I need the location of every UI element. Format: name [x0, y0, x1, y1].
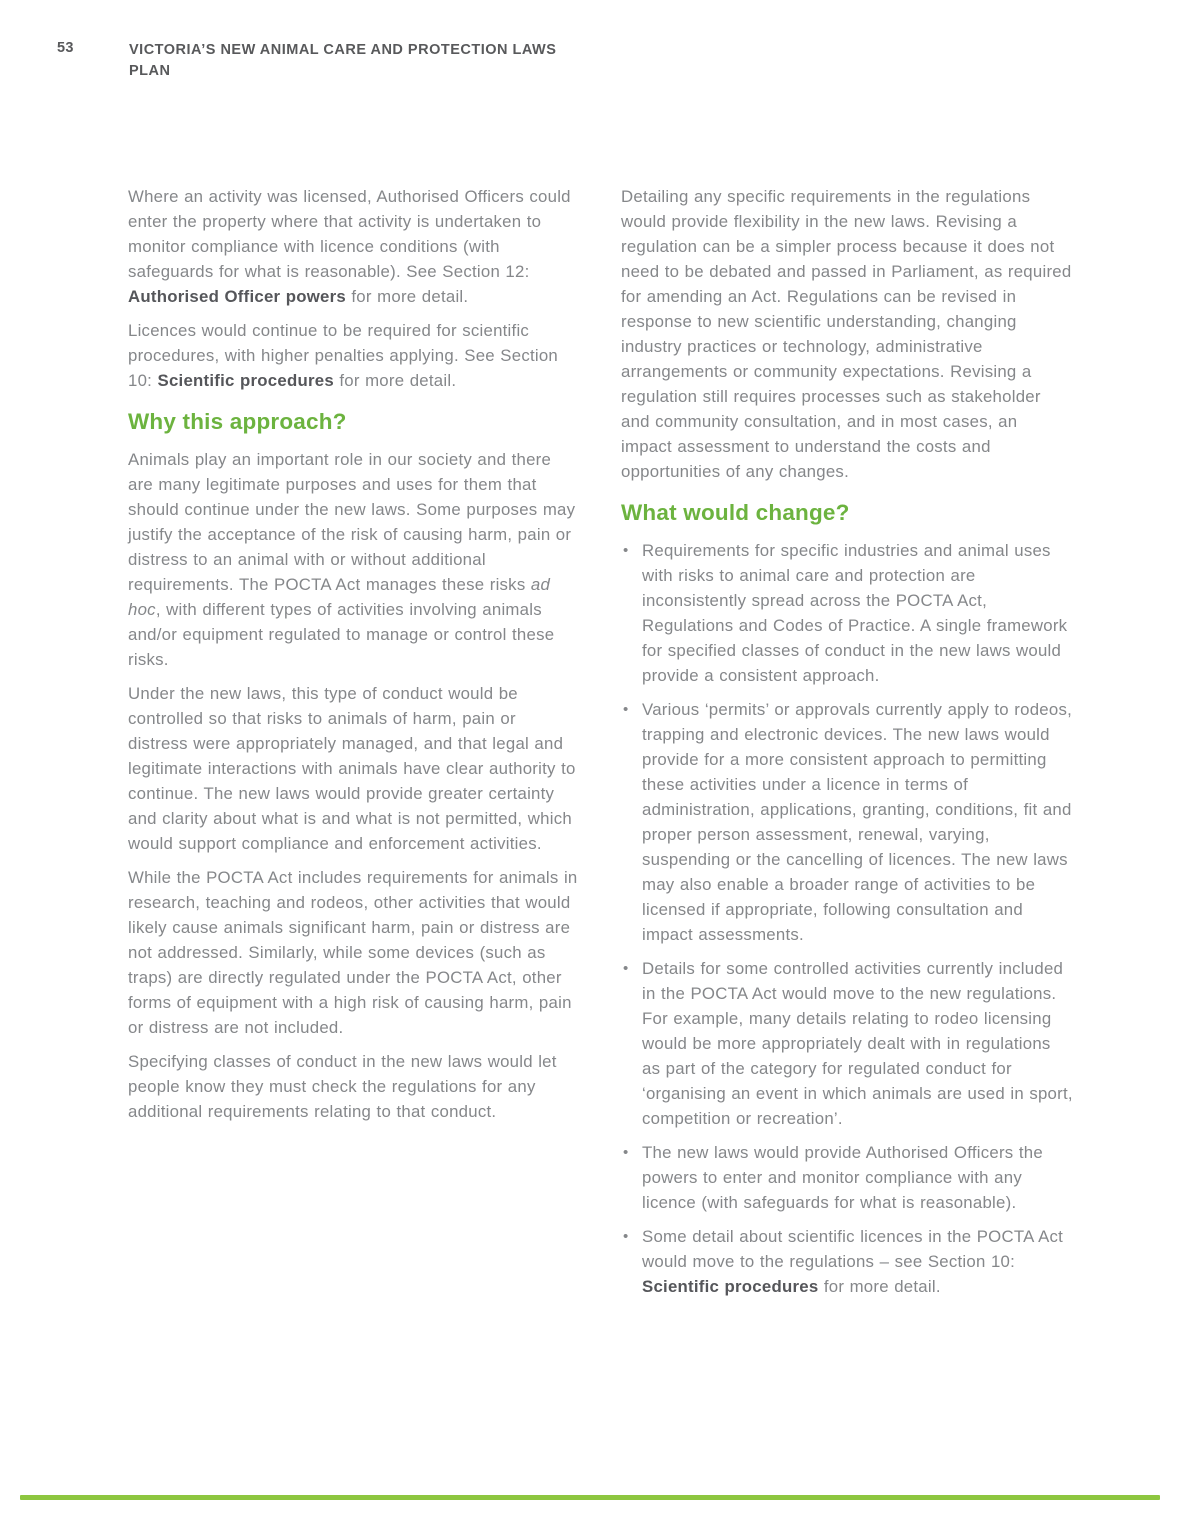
list-item-text	[642, 538, 1073, 688]
page-title-line-1: VICTORIA’S NEW ANIMAL CARE AND PROTECTION LAWS	[129, 42, 557, 58]
list-item-text	[642, 956, 1073, 1131]
text-run: Licences would continue to be required for scientific procedures, with higher penalties applying. See Section 10:	[128, 321, 559, 390]
bullet-icon: •	[623, 1144, 629, 1161]
list-item-permits-licensing	[621, 697, 1073, 947]
paragraph-pocta-gaps: While the POCTA Act includes requirements for animals in research, teaching and rodeos, other activities that would likely cause animals significant harm, pain or distress are not addressed. Similarly, while some devices (such as traps) are directly regulated under the POCTA Act, other forms of equipment with a high risk of causing harm, pain or distress are not included.	[128, 868, 578, 1037]
list-item-text	[642, 1140, 1073, 1215]
list-item-text	[642, 697, 1073, 947]
text-run-italic-ad-hoc: ad hoc	[128, 575, 551, 619]
page-title-line-2: PLAN	[129, 63, 171, 79]
section-heading-what-would-change: What would change?	[621, 500, 850, 525]
text-run: Some detail about scientific licences in the POCTA Act would move to the regulations – see Section 10:	[642, 1227, 1064, 1271]
list-item-consistent-framework	[621, 538, 1073, 688]
page-number: 53	[57, 40, 74, 56]
changes-bullet-list	[621, 538, 1073, 1299]
text-run-bold-authorised-officer-powers: Authorised Officer powers	[128, 287, 346, 306]
section-heading-why-this-approach: Why this approach?	[128, 409, 347, 434]
content-columns	[128, 184, 1073, 1308]
left-column	[128, 184, 580, 1133]
bullet-icon: •	[623, 701, 629, 718]
bullet-icon: •	[623, 1228, 629, 1245]
text-run: for more detail.	[818, 1277, 941, 1296]
text-run-bold-scientific-procedures: Scientific procedures	[642, 1277, 819, 1296]
paragraph-licence-entry	[128, 184, 580, 309]
bullet-icon: •	[623, 542, 629, 559]
paragraph-scientific-licences	[128, 318, 580, 393]
paragraph-new-laws-conduct: Under the new laws, this type of conduct would be controlled so that risks to animals of harm, pain or distress were appropriately managed, and that legal and legitimate interactions with animals have clear authority to continue. The new laws would provide greater certainty and clarity about what is and what is not permitted, which would support compliance and enforcement activities.	[128, 684, 576, 853]
list-item-officer-powers	[621, 1140, 1073, 1215]
text-run: for more detail.	[345, 287, 469, 306]
list-item-text	[642, 1224, 1073, 1299]
paragraph-regulations-flexibility: Detailing any specific requirements in the regulations would provide flexibility in the new laws. Revising a regulation can be a simpler process because it does not need to be debated and passed in Parliament, as required for amending an Act. Regulations can be revised in response to new scientific understanding, changing industry practices or technology, administrative arrangements or community expectations. Revising a regulation still requires processes such as stakeholder and community consultation, and in most cases, an impact assessment to understand the costs and opportunities of any changes.	[621, 187, 1072, 481]
right-column	[621, 184, 1073, 1308]
list-item-details-to-regulations	[621, 956, 1073, 1131]
text-run: Requirements for specific industries and animal uses with risks to animal care and protection are inconsistently spread across the POCTA Act, Regulations and Codes of Practice. A single framework for specified classes of conduct in the new laws would provide a consistent approach.	[642, 541, 1068, 685]
footer-divider-rule	[20, 1495, 1160, 1500]
text-run: for more detail.	[333, 371, 457, 390]
list-item-scientific-licences	[621, 1224, 1073, 1299]
bullet-icon: •	[623, 960, 629, 977]
page-title	[129, 40, 556, 82]
text-run: Details for some controlled activities currently included in the POCTA Act would move to the new regulations. For example, many details relating to rodeo licensing would be more appropriately dealt with in regulations as part of the category for regulated conduct for ‘organising an event in which animals are used in sport, competition or recreation’.	[642, 959, 1073, 1128]
text-run: , with different types of activities involving animals and/or equipment regulated to manage or control these risks.	[128, 600, 555, 669]
text-run: The new laws would provide Authorised Officers the powers to enter and monitor compliance with any licence (with safeguards for what is reasonable).	[642, 1143, 1043, 1212]
text-run: Where an activity was licensed, Authorised Officers could enter the property where that activity is undertaken to monitor compliance with licence conditions (with safeguards for what is reasonable). See Section 12:	[128, 187, 571, 281]
paragraph-animals-role	[128, 447, 580, 672]
paragraph-specifying-classes: Specifying classes of conduct in the new laws would let people know they must check the regulations for any additional requirements relating to that conduct.	[128, 1052, 557, 1121]
text-run: Various ‘permits’ or approvals currently apply to rodeos, trapping and electronic devices. The new laws would provide for a more consistent approach to permitting these activities under a licence in terms of administration, applications, granting, conditions, fit and proper person assessment, renewal, varying, suspending or the cancelling of licences. The new laws may also enable a broader range of activities to be licensed if appropriate, following consultation and impact assessments.	[642, 700, 1073, 944]
text-run: Animals play an important role in our society and there are many legitimate purposes and uses for them that should continue under the new laws. Some purposes may justify the acceptance of the risk of causing harm, pain or distress to an animal with or without additional requirements. The POCTA Act manages these risks	[128, 450, 576, 594]
text-run-bold-scientific-procedures: Scientific procedures	[157, 371, 334, 390]
